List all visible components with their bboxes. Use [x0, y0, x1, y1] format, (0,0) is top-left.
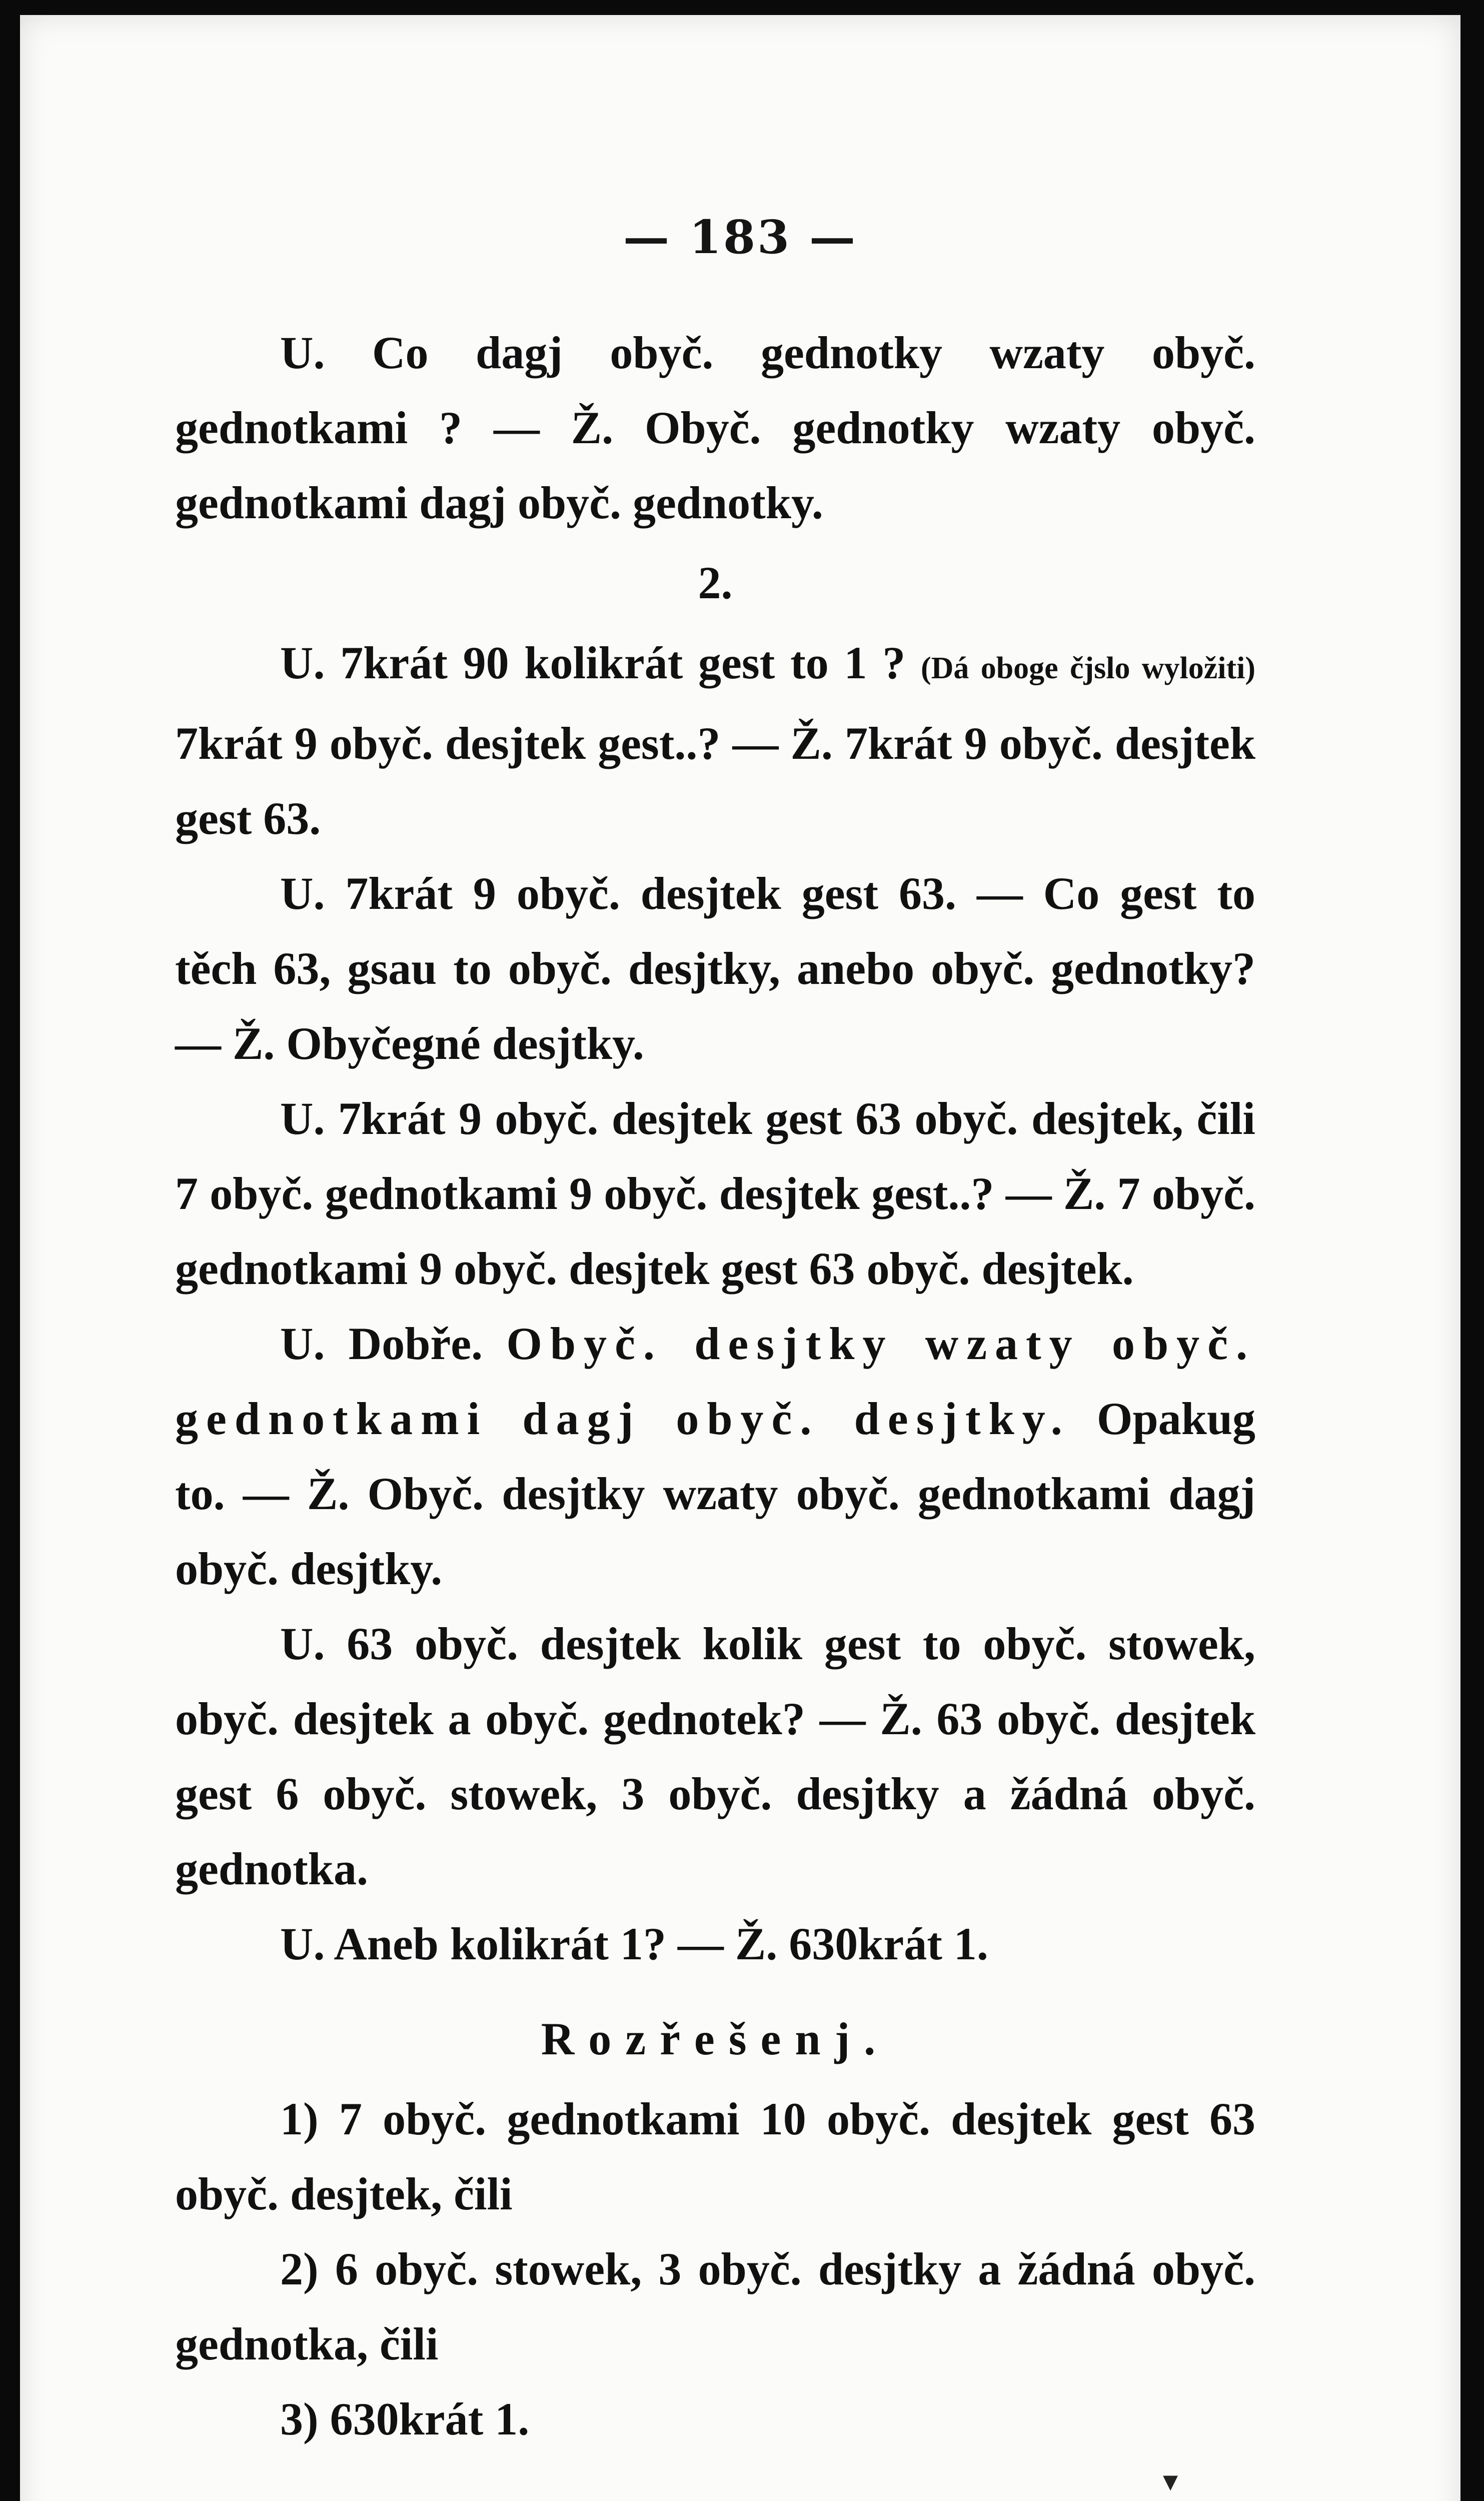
resolution-1: 1) 7 obyč. gednotkami 10 obyč. desjtek gest 63 obyč. desjtek, čili [175, 2093, 1255, 2219]
paragraph-4: U. 7krát 9 obyč. desjtek gest 63 obyč. desjtek, čili 7 obyč. gednotkami 9 obyč. desjtek gest..? — Ž. 7 obyč. gednotkami 9 obyč. desjtek gest 63 obyč. desjtek. [175, 1093, 1255, 1294]
paragraph-5-start: U. Dobře. [280, 1318, 507, 1369]
paragraph-2-small-note: (Dá oboge čjslo wyložiti) [921, 651, 1256, 685]
paragraph-2-end: 7krát 9 obyč. desjtek gest..? — Ž. 7krát 9 obyč. desjtek gest 63. [175, 718, 1255, 844]
resolution-2: 2) 6 obyč. stowek, 3 obyč. desjtky a žádná obyč. gednotka, čili [175, 2243, 1255, 2369]
paragraph-7: U. Aneb kolikrát 1? — Ž. 630krát 1. [280, 1918, 988, 1969]
page-number: — 183 — [623, 210, 858, 264]
paragraph-5-spaced-rule: Obyč. desjtky wzaty obyč. gednotkami dagj obyč. desjtky. [175, 1318, 1255, 1444]
printer-mark: ▾ [1163, 2463, 1178, 2498]
book-page [20, 15, 1460, 2501]
paragraph-5-end: Opakug to. — Ž. Obyč. desjtky wzaty obyč. gednotkami dagj obyč. desjtky. [175, 1393, 1255, 1594]
paragraph-2-start: U. 7krát 90 kolikrát gest to 1 ? [280, 637, 921, 688]
section-number: 2. [698, 557, 733, 608]
paragraph-5 [175, 1306, 1255, 1606]
paragraph-3: U. 7krát 9 obyč. desjtek gest 63. — Co gest to těch 63, gsau to obyč. desjtky, anebo obyč. gednotky? — Ž. Obyčegné desjtky. [175, 868, 1255, 1069]
paragraph-6: U. 63 obyč. desjtek kolik gest to obyč. stowek, obyč. desjtek a obyč. gednotek? — Ž. 63 obyč. desjtek gest 6 obyč. stowek, 3 obyč. desjtky a žádná obyč. gednotka. [175, 1618, 1255, 1894]
page-body [175, 315, 1255, 2456]
paragraph-2 [175, 625, 1255, 856]
paragraph-1: U. Co dagj obyč. gednotky wzaty obyč. gednotkami ? — Ž. Obyč. gednotky wzaty obyč. gednotkami dagj obyč. gednotky. [175, 327, 1255, 528]
resolution-3: 3) 630krát 1. [280, 2393, 530, 2444]
section-heading: Rozřešenj. [541, 2013, 890, 2064]
